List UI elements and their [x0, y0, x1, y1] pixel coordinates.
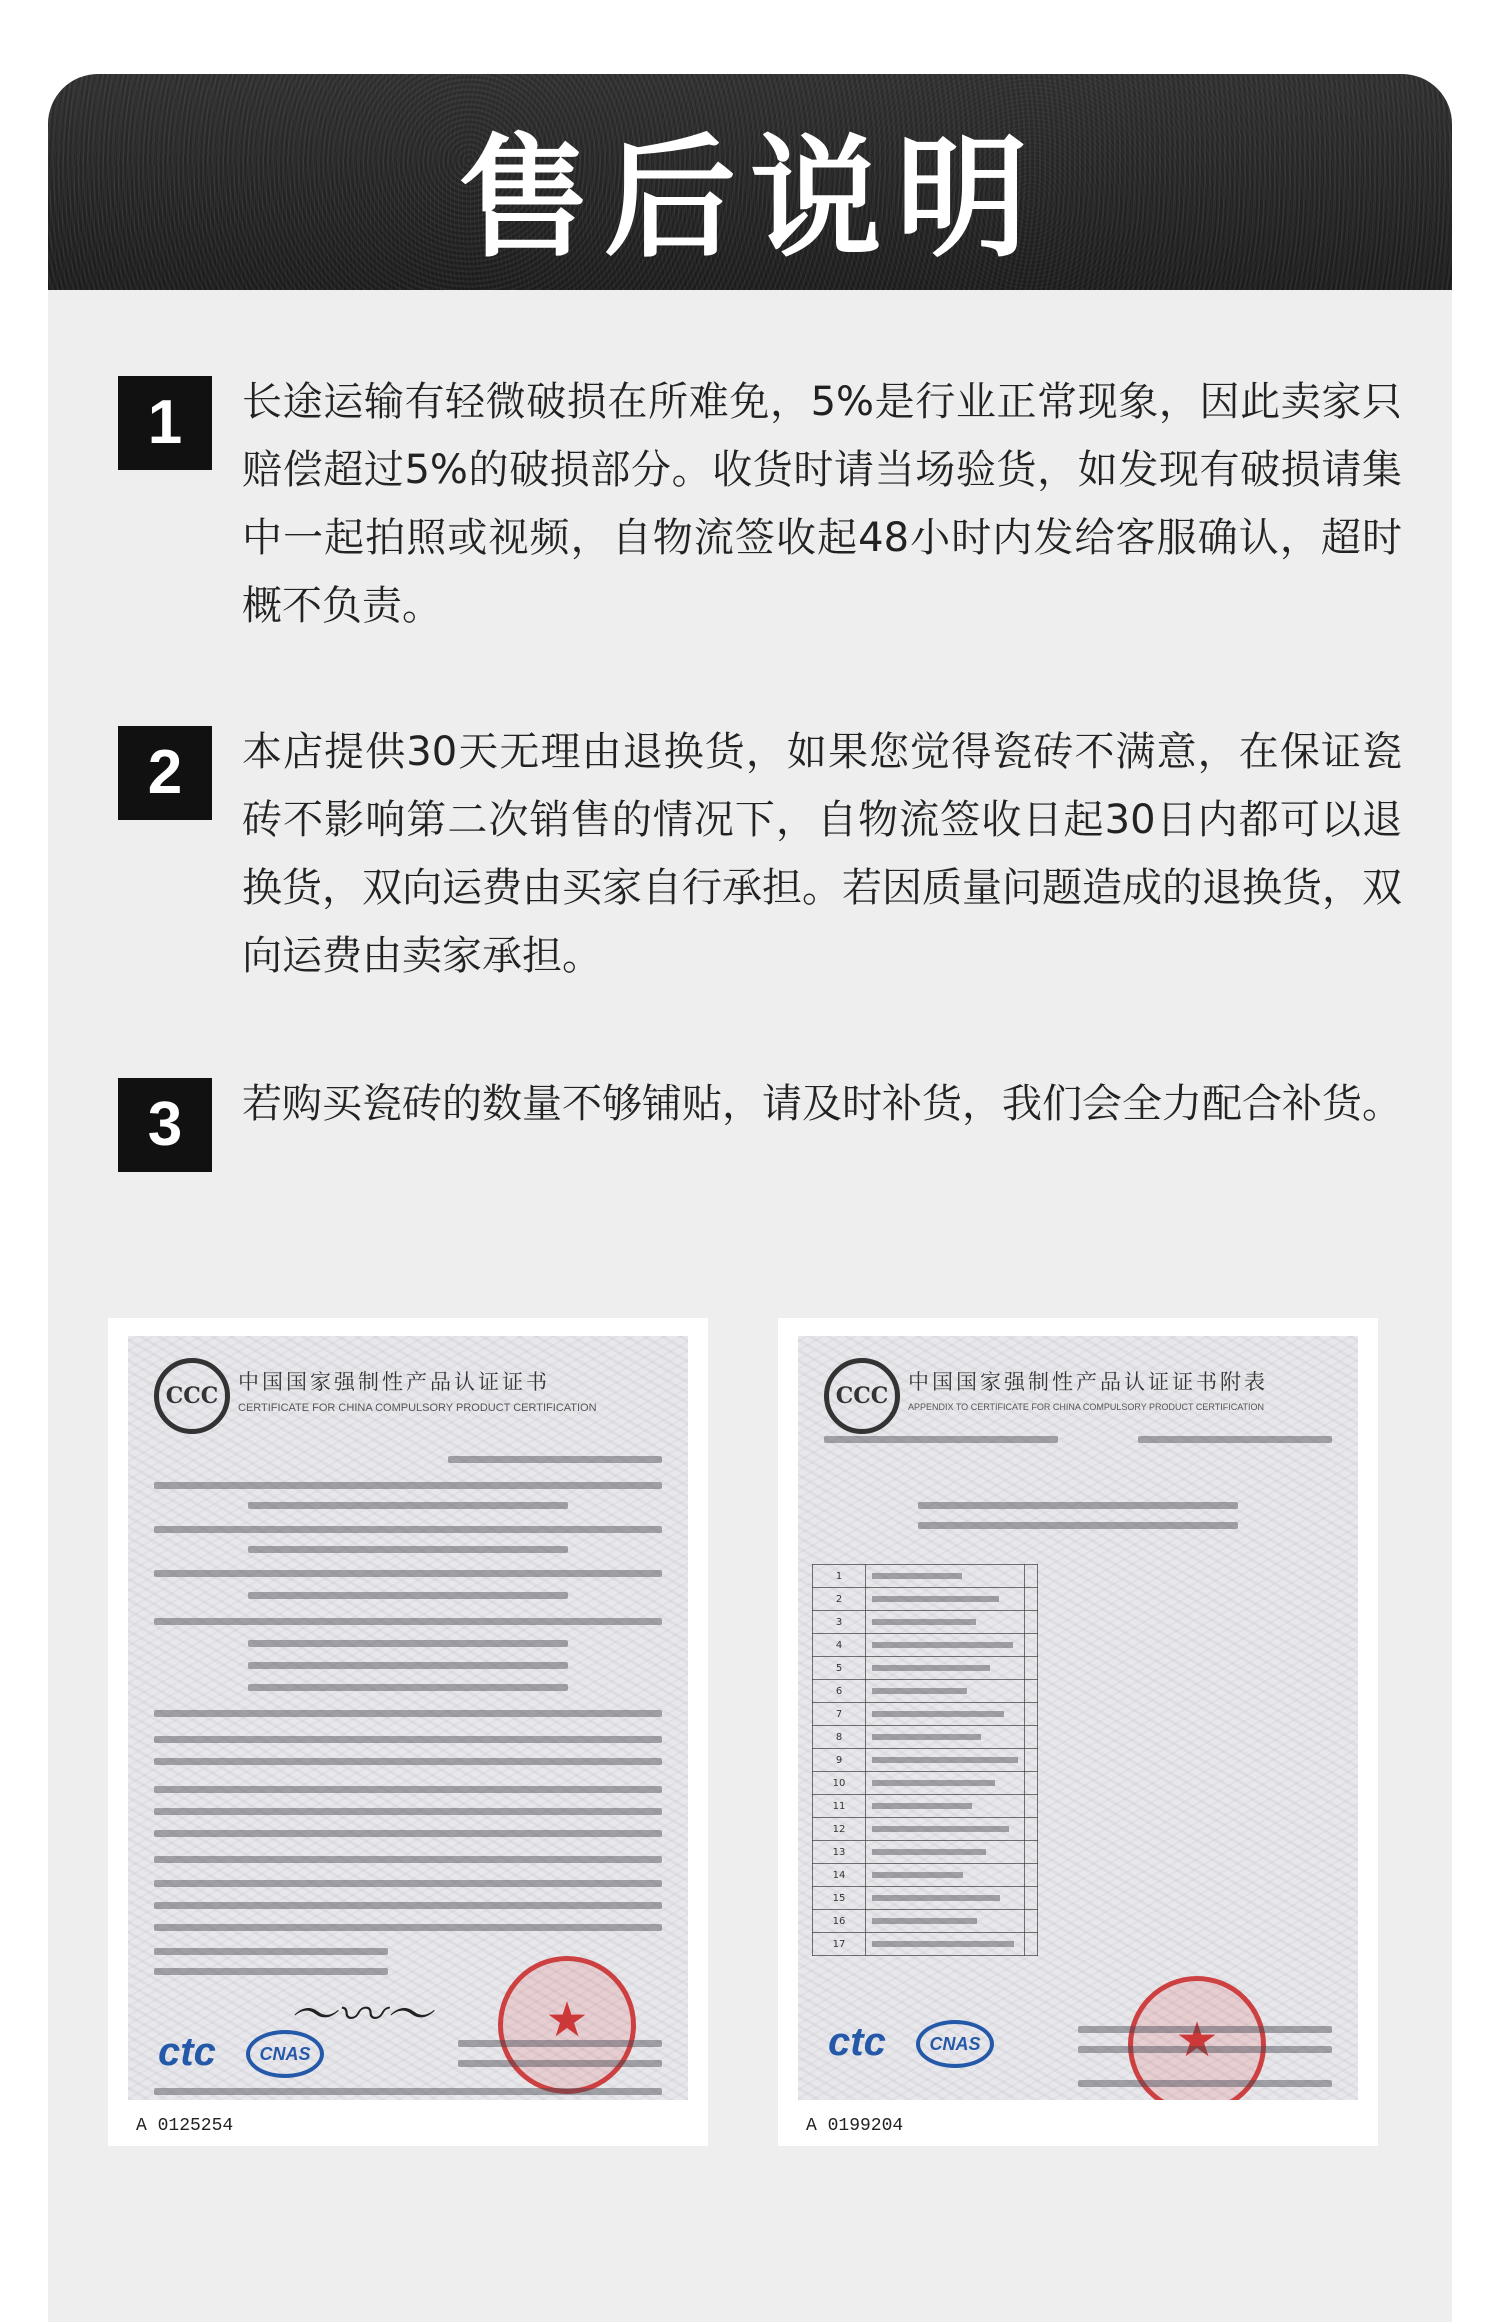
- table-row: [813, 1680, 1038, 1703]
- certificate-image-2: [778, 1318, 1378, 2146]
- cnas-logo-icon: CNAS: [916, 2020, 994, 2068]
- row-number: 14: [813, 1864, 866, 1887]
- table-row: [813, 1910, 1038, 1933]
- row-number: 2: [813, 1588, 866, 1611]
- row-content: [866, 1749, 1025, 1772]
- table-row: [813, 1772, 1038, 1795]
- row-content: [866, 1611, 1025, 1634]
- item-text: 本店提供30天无理由退换货，如果您觉得瓷砖不满意，在保证瓷砖不影响第二次销售的情况下，自物流签收日起30日内都可以退换货，双向运费由买家自行承担。若因质量问题造成的退换货，双向运费由卖家承担。: [242, 729, 1402, 979]
- table-row: [813, 1611, 1038, 1634]
- row-number: 8: [813, 1726, 866, 1749]
- table-row: [813, 1864, 1038, 1887]
- table-row: [813, 1703, 1038, 1726]
- signature-icon: 〜〰〜: [288, 1987, 433, 2043]
- row-number: 17: [813, 1933, 866, 1956]
- certificate-subtitle: CERTIFICATE FOR CHINA COMPULSORY PRODUCT CERTIFICATION: [238, 1402, 597, 1414]
- table-row: [813, 1933, 1038, 1956]
- after-sales-card: [48, 74, 1452, 2322]
- item-text: 若购买瓷砖的数量不够铺贴，请及时补货，我们会全力配合补货。: [242, 1081, 1402, 1127]
- row-content: [866, 1795, 1025, 1818]
- row-content: [866, 1818, 1025, 1841]
- table-row: [813, 1588, 1038, 1611]
- row-number: 15: [813, 1887, 866, 1910]
- ccc-logo-icon: CCC: [824, 1358, 900, 1434]
- table-row: [813, 1726, 1038, 1749]
- row-number: 7: [813, 1703, 866, 1726]
- certificate-title: 中国国家强制性产品认证证书附表: [908, 1370, 1268, 1394]
- row-number: 6: [813, 1680, 866, 1703]
- row-number: 3: [813, 1611, 866, 1634]
- row-content: [866, 1565, 1025, 1588]
- red-seal-icon: ★: [1128, 1976, 1266, 2100]
- row-number: 13: [813, 1841, 866, 1864]
- row-content: [866, 1634, 1025, 1657]
- product-table: [812, 1564, 1038, 1956]
- certificate-image-1: [108, 1318, 708, 2146]
- table-row: [813, 1749, 1038, 1772]
- item-number-badge: 2: [118, 726, 212, 820]
- item-text: 长途运输有轻微破损在所难免，5%是行业正常现象，因此卖家只赔偿超过5%的破损部分。收货时请当场验货，如发现有破损请集中一起拍照或视频，自物流签收起48小时内发给客服确认，超时概不负责。: [242, 379, 1402, 629]
- item-number-badge: 3: [118, 1078, 212, 1172]
- row-content: [866, 1726, 1025, 1749]
- row-content: [866, 1887, 1025, 1910]
- item-number-badge: 1: [118, 376, 212, 470]
- table-row: [813, 1887, 1038, 1910]
- table-row: [813, 1565, 1038, 1588]
- certificate-subtitle: APPENDIX TO CERTIFICATE FOR CHINA COMPULSORY PRODUCT CERTIFICATION: [908, 1402, 1265, 1412]
- page-title: 售后说明: [458, 122, 1042, 276]
- table-row: [813, 1841, 1038, 1864]
- row-content: [866, 1588, 1025, 1611]
- row-number: 11: [813, 1795, 866, 1818]
- ccc-logo-icon: CCC: [154, 1358, 230, 1434]
- table-row: [813, 1657, 1038, 1680]
- row-number: 5: [813, 1657, 866, 1680]
- red-seal-icon: ★: [498, 1956, 636, 2094]
- row-content: [866, 1910, 1025, 1933]
- row-number: 9: [813, 1749, 866, 1772]
- certificate-serial: A 0199204: [806, 2116, 904, 2136]
- row-content: [866, 1703, 1025, 1726]
- table-row: [813, 1634, 1038, 1657]
- ctc-logo-icon: ctc: [828, 2020, 886, 2064]
- table-row: [813, 1818, 1038, 1841]
- row-content: [866, 1841, 1025, 1864]
- row-number: 12: [813, 1818, 866, 1841]
- row-content: [866, 1933, 1025, 1956]
- row-number: 16: [813, 1910, 866, 1933]
- row-number: 1: [813, 1565, 866, 1588]
- cnas-logo-icon: CNAS: [246, 2030, 324, 2078]
- row-content: [866, 1680, 1025, 1703]
- header-banner: [48, 74, 1452, 290]
- table-row: [813, 1795, 1038, 1818]
- ctc-logo-icon: ctc: [158, 2030, 216, 2074]
- row-content: [866, 1772, 1025, 1795]
- row-content: [866, 1864, 1025, 1887]
- certificate-title: 中国国家强制性产品认证证书: [238, 1370, 550, 1394]
- row-content: [866, 1657, 1025, 1680]
- row-number: 10: [813, 1772, 866, 1795]
- certificate-serial: A 0125254: [136, 2116, 234, 2136]
- row-number: 4: [813, 1634, 866, 1657]
